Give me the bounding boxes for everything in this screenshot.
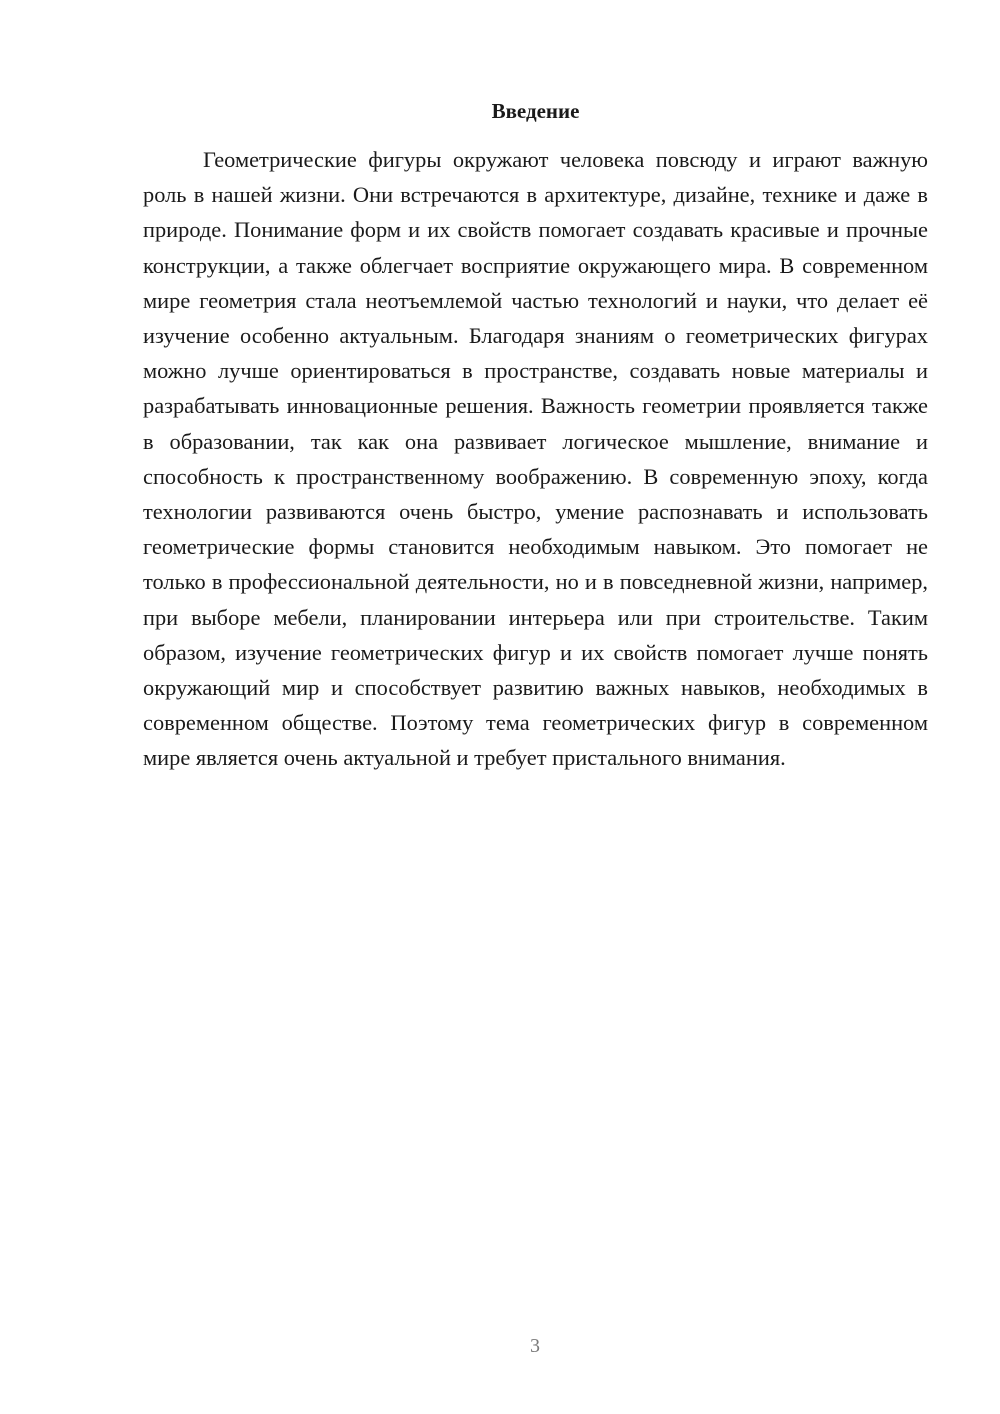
body-paragraph: Геометрические фигуры окружают человека повсюду и играют важную роль в нашей жизни. Они встречаются в архитектуре, дизайне, технике и даже в природе. Понимание форм и их свойств помогает создавать красивые и прочные конструкции, а также облегчает восприятие окружающего мира. В современном мире геометрия стала неотъемлемой частью технологий и науки, что делает её изучение особенно актуальным. Благодаря знаниям о геометрических фигурах можно лучше ориентироваться в пространстве, создавать новые материалы и разрабатывать инновационные решения. Важность геометрии проявляется также в образовании, так как она развивает логическое мышление, внимание и способность к пространственному воображению. В современную эпоху, когда технологии развиваются очень быстро, умение распознавать и использовать геометрические формы становится необходимым навыком. Это помогает не только в профессиональной деятельности, но и в повседневной жизни, например, при выборе мебели, планировании интерьера или при строительстве. Таким образом, изучение геометрических фигур и их свойств помогает лучше понять окружающий мир и способствует развитию важных навыков, необходимых в современном обществе. Поэтому тема геометрических фигур в современном мире является очень актуальной и требует пристального внимания.: [143, 147, 928, 771]
page-number: 3: [530, 1335, 540, 1357]
section-heading: Введение: [491, 99, 580, 123]
